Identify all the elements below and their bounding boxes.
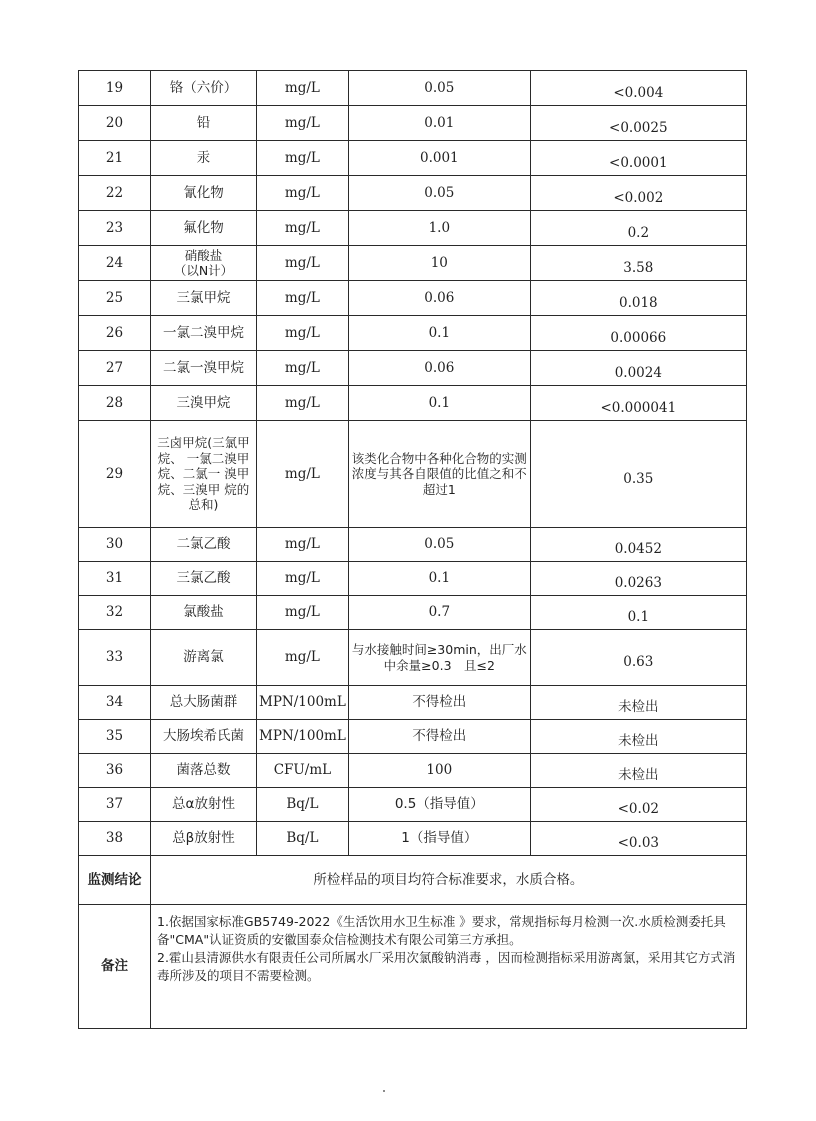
result-value: [530, 421, 746, 528]
item-unit: CFU/mL: [257, 754, 349, 788]
result-text: <0.03: [617, 835, 659, 851]
item-unit: MPN/100mL: [257, 720, 349, 754]
item-unit: mg/L: [257, 351, 349, 386]
limit-value: 0.05: [348, 176, 530, 211]
item-number: 34: [79, 686, 151, 720]
limit-value: 不得检出: [348, 720, 530, 754]
item-name: 游离氯: [151, 630, 257, 686]
item-name: 一氯二溴甲烷: [151, 316, 257, 351]
item-name: 硝酸盐 （以N计）: [151, 246, 257, 281]
item-unit: mg/L: [257, 106, 349, 141]
result-value: [530, 211, 746, 246]
result-value: [530, 176, 746, 211]
result-text: 0.1: [627, 609, 650, 625]
table-row: [79, 211, 747, 246]
item-name: 总α放射性: [151, 788, 257, 822]
result-text: <0.0001: [609, 154, 668, 171]
table-row: [79, 421, 747, 528]
table-row: [79, 176, 747, 211]
item-number: 22: [79, 176, 151, 211]
remarks-cell: [151, 905, 747, 1029]
item-unit: mg/L: [257, 421, 349, 528]
table-row: [79, 596, 747, 630]
conclusion-text: 所检样品的项目均符合标准要求，水质合格。: [151, 856, 747, 905]
item-name: 铅: [151, 106, 257, 141]
item-number: 32: [79, 596, 151, 630]
item-number: 20: [79, 106, 151, 141]
limit-value: 0.01: [348, 106, 530, 141]
result-text: <0.004: [613, 84, 664, 101]
result-value: [530, 281, 746, 316]
remarks-row: [79, 905, 747, 1029]
item-unit: mg/L: [257, 211, 349, 246]
limit-value: 0.1: [348, 316, 530, 351]
limit-value: 0.05: [348, 71, 530, 106]
item-unit: MPN/100mL: [257, 686, 349, 720]
result-text: 0.018: [618, 294, 658, 311]
table-row: [79, 386, 747, 421]
result-value: [530, 351, 746, 386]
result-value: [530, 386, 746, 421]
result-value: [530, 686, 746, 720]
result-text: 0.0452: [614, 541, 662, 557]
item-unit: Bq/L: [257, 822, 349, 856]
table-row: [79, 351, 747, 386]
item-number: 36: [79, 754, 151, 788]
item-number: 37: [79, 788, 151, 822]
item-unit: mg/L: [257, 386, 349, 421]
item-number: 30: [79, 528, 151, 562]
result-text: <0.002: [613, 189, 664, 206]
table-row: [79, 630, 747, 686]
table-row: [79, 720, 747, 754]
table-row: [79, 686, 747, 720]
limit-value: 1（指导值）: [348, 822, 530, 856]
item-unit: mg/L: [257, 281, 349, 316]
table-row: [79, 788, 747, 822]
water-quality-table: [78, 70, 747, 1029]
table-row: [79, 281, 747, 316]
item-number: 24: [79, 246, 151, 281]
item-name: 二氯一溴甲烷: [151, 351, 257, 386]
table-row: [79, 106, 747, 141]
result-text: <0.0025: [609, 119, 668, 136]
result-text: 0.63: [623, 654, 654, 670]
limit-value: 0.1: [348, 562, 530, 596]
item-number: 28: [79, 386, 151, 421]
result-value: [530, 141, 746, 176]
item-name: 总大肠菌群: [151, 686, 257, 720]
item-unit: mg/L: [257, 562, 349, 596]
item-number: 31: [79, 562, 151, 596]
table-body: [79, 71, 747, 856]
conclusion-label: 监测结论: [79, 856, 151, 905]
page-mark: [383, 1090, 385, 1092]
item-unit: mg/L: [257, 596, 349, 630]
item-unit: mg/L: [257, 246, 349, 281]
result-text: 0.0024: [614, 364, 662, 381]
limit-value: 0.5（指导值）: [348, 788, 530, 822]
remarks-label: 备注: [79, 905, 151, 1029]
item-name: 氯酸盐: [151, 596, 257, 630]
item-name: 氟化物: [151, 211, 257, 246]
table-row: [79, 562, 747, 596]
result-text: 未检出: [618, 699, 659, 715]
result-text: <0.000041: [600, 399, 677, 416]
result-value: [530, 71, 746, 106]
result-value: [530, 630, 746, 686]
item-unit: mg/L: [257, 528, 349, 562]
limit-value: 0.06: [348, 281, 530, 316]
remarks-line-1: 1.依据国家标准GB5749-2022《生活饮用水卫生标准 》要求，常规指标每月检测一次.水质检测委托具备"CMA"认证资质的安徽国泰众信检测技术有限公司第三方承担。: [157, 914, 726, 947]
conclusion-row: [79, 856, 747, 905]
result-text: 0.35: [623, 470, 654, 487]
table-row: [79, 141, 747, 176]
item-unit: mg/L: [257, 316, 349, 351]
table-row: [79, 822, 747, 856]
limit-value: 1.0: [348, 211, 530, 246]
result-text: <0.02: [617, 801, 659, 817]
item-unit: mg/L: [257, 141, 349, 176]
result-text: 0.2: [627, 224, 650, 241]
result-text: 0.00066: [610, 329, 667, 346]
limit-value: 0.06: [348, 351, 530, 386]
limit-value: 10: [348, 246, 530, 281]
table-row: [79, 528, 747, 562]
item-unit: mg/L: [257, 176, 349, 211]
item-name: 三氯甲烷: [151, 281, 257, 316]
result-value: [530, 754, 746, 788]
item-number: 26: [79, 316, 151, 351]
item-number: 19: [79, 71, 151, 106]
item-name: 三卤甲烷(三氯甲烷、 一氯二溴甲烷、二氯一 溴甲烷、三溴甲 烷的总和): [151, 421, 257, 528]
table-row: [79, 71, 747, 106]
result-value: [530, 822, 746, 856]
result-value: [530, 596, 746, 630]
item-name: 三溴甲烷: [151, 386, 257, 421]
item-number: 27: [79, 351, 151, 386]
result-value: [530, 106, 746, 141]
item-number: 33: [79, 630, 151, 686]
result-value: [530, 562, 746, 596]
result-text: 未检出: [618, 733, 659, 749]
item-name: 氰化物: [151, 176, 257, 211]
table-row: [79, 246, 747, 281]
limit-value: 0.001: [348, 141, 530, 176]
table-row: [79, 754, 747, 788]
item-unit: mg/L: [257, 630, 349, 686]
item-number: 21: [79, 141, 151, 176]
item-name: 铬（六价）: [151, 71, 257, 106]
item-number: 38: [79, 822, 151, 856]
result-text: 3.58: [623, 259, 654, 276]
result-text: 0.0263: [614, 575, 662, 591]
item-unit: mg/L: [257, 71, 349, 106]
item-name: 三氯乙酸: [151, 562, 257, 596]
result-text: 未检出: [618, 767, 659, 783]
limit-value: 该类化合物中各种化合物的实测浓度与其各自限值的比值之和不超过1: [348, 421, 530, 528]
item-name: 大肠埃希氏菌: [151, 720, 257, 754]
result-value: [530, 788, 746, 822]
limit-value: 100: [348, 754, 530, 788]
limit-value: 0.1: [348, 386, 530, 421]
limit-value: 0.05: [348, 528, 530, 562]
limit-value: 不得检出: [348, 686, 530, 720]
result-value: [530, 528, 746, 562]
item-name: 汞: [151, 141, 257, 176]
table-row: [79, 316, 747, 351]
item-number: 35: [79, 720, 151, 754]
item-number: 23: [79, 211, 151, 246]
item-name: 二氯乙酸: [151, 528, 257, 562]
result-value: [530, 316, 746, 351]
result-value: [530, 246, 746, 281]
limit-value: 0.7: [348, 596, 530, 630]
item-number: 25: [79, 281, 151, 316]
remarks-line-2: 2.霍山县清源供水有限责任公司所属水厂采用次氯酸钠消毒 ，因而检测指标采用游离氯，采用其它方式消毒所涉及的项目不需要检测。: [157, 950, 736, 983]
item-unit: Bq/L: [257, 788, 349, 822]
item-name: 总β放射性: [151, 822, 257, 856]
item-name: 菌落总数: [151, 754, 257, 788]
item-number: 29: [79, 421, 151, 528]
result-value: [530, 720, 746, 754]
limit-value: 与水接触时间≥30min，出厂水中余量≥0.3 且≤2: [348, 630, 530, 686]
